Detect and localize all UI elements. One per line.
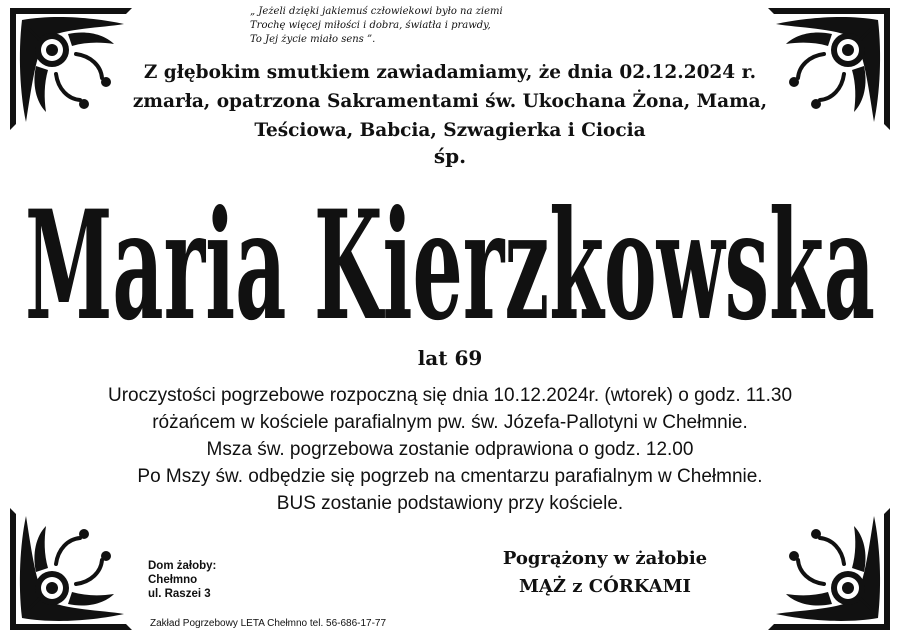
corner-ornament-bottom-right — [764, 504, 894, 634]
deceased-name: Maria Kierzkowska — [25, 178, 875, 338]
funeral-home-heading: Dom żałoby: — [148, 560, 217, 572]
mourners-signature — [470, 545, 740, 601]
details-line: Po Mszy św. odbędzie się pogrzeb na cmentarzu parafialnym w Chełmnie. — [137, 466, 763, 487]
quote-line: Trochę więcej miłości i dobra, światła i prawdy, — [250, 20, 491, 31]
corner-ornament-bottom-left — [6, 504, 136, 634]
age-label: lat 69 — [417, 346, 483, 370]
details-line: różańcem w kościele parafialnym pw. św. Józefa-Pallotyni w Chełmnie. — [152, 412, 748, 433]
funeral-home-address — [148, 559, 216, 601]
honorific: śp. — [433, 144, 467, 168]
announcement-line: Z głębokim smutkiem zawiadamiamy, że dnia 02.12.2024 r. — [143, 62, 757, 83]
details-line: BUS zostanie podstawiony przy kościele. — [276, 493, 624, 514]
death-announcement — [60, 58, 840, 145]
funeral-home-street: ul. Raszei 3 — [148, 588, 211, 600]
announcement-line: zmarła, opatrzona Sakramentami św. Ukochana Żona, Mama, — [132, 91, 768, 112]
funeral-details — [40, 382, 860, 517]
mourners-line-2: MĄŻ z CÓRKAMI — [519, 576, 691, 597]
details-line: Msza św. pogrzebowa zostanie odprawiona o godz. 12.00 — [206, 439, 694, 460]
quote-line: „ Jeżeli dzięki jakiemuś człowiekowi było na ziemi — [250, 6, 503, 17]
mourners-line-1: Pogrążony w żałobie — [502, 548, 708, 569]
funeral-home-city: Chełmno — [148, 574, 198, 586]
quote-line: To Jej życie miało sens ”. — [250, 34, 376, 45]
deceased-name-banner — [20, 178, 880, 338]
details-line: Uroczystości pogrzebowe rozpoczną się dnia 10.12.2024r. (wtorek) o godz. 11.30 — [107, 385, 793, 406]
funeral-parlor-footer: Zakład Pogrzebowy LETA Chełmno tel. 56-686-17-77 — [150, 618, 387, 629]
epigraph-quote — [250, 5, 650, 47]
announcement-line: Teściowa, Babcia, Szwagierka i Ciocia — [254, 120, 646, 141]
